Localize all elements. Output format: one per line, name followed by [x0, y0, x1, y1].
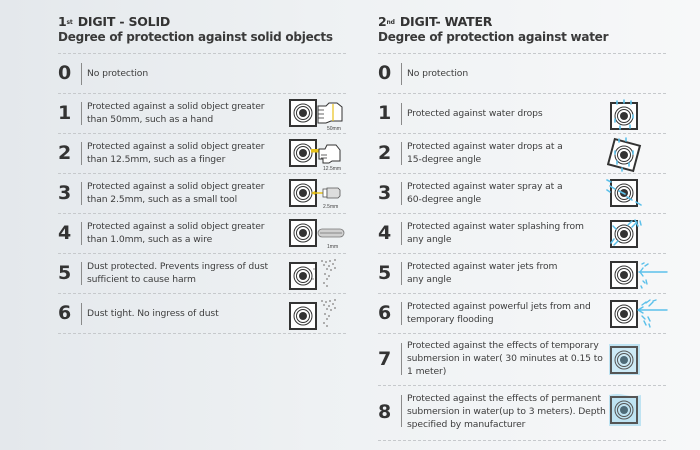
water-subtitle: Degree of protection against water — [378, 30, 609, 44]
description-line: Protected against a solid object greater — [87, 101, 265, 112]
description-line: Protected against water spray at a — [407, 181, 563, 192]
water-row-0 — [378, 53, 666, 93]
digit: 4 — [58, 222, 72, 244]
wire-icon — [289, 219, 347, 251]
water-title — [378, 14, 666, 29]
digit: 0 — [378, 62, 392, 84]
digit: 2 — [58, 142, 72, 164]
digit: 3 — [378, 182, 392, 204]
description-line: Protected against water splashing from — [407, 221, 584, 232]
description-line: Protected against a solid object greater — [87, 181, 265, 192]
water-row-7 — [378, 333, 666, 385]
solid-row-2 — [58, 133, 346, 173]
separator — [81, 63, 82, 85]
separator — [401, 103, 402, 125]
description — [407, 300, 591, 326]
solid-title — [58, 14, 346, 29]
solid-row-3 — [58, 173, 346, 213]
water-row-8 — [378, 385, 666, 440]
svg-text:12.5mm: 12.5mm — [323, 166, 342, 171]
description-line: 15-degree angle — [407, 154, 482, 165]
description-line: submersion in water(up to 3 meters). Depth — [407, 406, 606, 417]
dust-tight-icon — [289, 299, 347, 331]
water-row-6 — [378, 293, 666, 333]
description — [407, 220, 584, 246]
digit: 6 — [378, 302, 392, 324]
digit: 0 — [58, 62, 72, 84]
water-drops-tilted-icon — [607, 137, 643, 173]
description-line: Protected against powerful jets from and — [407, 301, 591, 312]
separator — [81, 222, 82, 245]
water-title-text: DIGIT- WATER — [395, 14, 493, 29]
digit: 8 — [378, 401, 392, 423]
separator — [401, 63, 402, 85]
separator — [81, 102, 82, 125]
description-line: than 50mm, such as a hand — [87, 114, 214, 125]
description-line: Dust protected. Prevents ingress of dust — [87, 261, 269, 272]
divider — [58, 333, 346, 334]
description-line: than 2.5mm, such as a small tool — [87, 194, 238, 205]
divider — [378, 440, 666, 441]
temporary-submersion-icon — [609, 344, 641, 376]
digit: 1 — [378, 102, 392, 124]
tool-icon — [289, 179, 347, 211]
description — [407, 392, 606, 431]
separator — [401, 222, 402, 245]
description — [407, 260, 557, 286]
separator — [81, 142, 82, 165]
water-jet-icon — [609, 259, 669, 291]
separator — [401, 182, 402, 205]
description-line: any angle — [407, 274, 452, 285]
solid-subtitle: Degree of protection against solid objects — [58, 30, 333, 44]
permanent-submersion-icon — [609, 394, 641, 426]
solid-row-4 — [58, 213, 346, 253]
svg-text:50mm: 50mm — [327, 126, 341, 131]
description-line: Protected against a solid object greater — [87, 221, 265, 232]
description — [87, 220, 264, 246]
water-title-digit: 2 — [378, 14, 387, 29]
digit: 6 — [58, 302, 72, 324]
description — [87, 260, 268, 286]
description-line: than 1.0mm, such as a wire — [87, 234, 213, 245]
water-row-1 — [378, 93, 666, 133]
water-row-5 — [378, 253, 666, 293]
powerful-jet-icon — [609, 297, 669, 331]
water-row-4 — [378, 213, 666, 253]
separator — [401, 395, 402, 427]
description — [87, 100, 264, 126]
description-line: submersion in water( 30 minutes at 0.15 to — [407, 353, 603, 364]
description-line: Protected against water jets from — [407, 261, 558, 272]
dust-protected-icon — [289, 259, 347, 291]
description-line: specified by manufacturer — [407, 419, 526, 430]
solid-row-0 — [58, 53, 346, 93]
separator — [401, 343, 402, 375]
water-header — [378, 14, 666, 45]
water-title-sup: nd — [386, 19, 395, 26]
description-line: than 12.5mm, such as a finger — [87, 154, 226, 165]
description-line: Protected against the effects of temporary — [407, 340, 599, 351]
water-row-2 — [378, 133, 666, 173]
hand-icon — [289, 99, 347, 131]
solid-title-sup: st — [66, 19, 73, 26]
solid-row-5 — [58, 253, 346, 293]
digit: 5 — [58, 262, 72, 284]
digit: 7 — [378, 348, 392, 370]
description: Protected against water drops — [407, 108, 543, 119]
svg-text:2.5mm: 2.5mm — [323, 204, 339, 210]
description-line: 60-degree angle — [407, 194, 482, 205]
separator — [81, 182, 82, 205]
water-splash-icon — [608, 217, 644, 251]
description — [87, 140, 264, 166]
water-row-3 — [378, 173, 666, 213]
description-line: 1 meter) — [407, 366, 447, 377]
svg-text:1mm: 1mm — [327, 244, 339, 250]
solid-header — [58, 14, 346, 45]
solid-title-digit: 1 — [58, 14, 67, 29]
digit: 1 — [58, 102, 72, 124]
digit: 4 — [378, 222, 392, 244]
description: No protection — [87, 68, 149, 79]
description — [407, 140, 563, 166]
water-drops-icon — [609, 99, 641, 131]
description: No protection — [407, 68, 469, 79]
digit: 2 — [378, 142, 392, 164]
digit: 3 — [58, 182, 72, 204]
description: Dust tight. No ingress of dust — [87, 308, 219, 319]
separator — [401, 302, 402, 325]
digit: 5 — [378, 262, 392, 284]
description-line: temporary flooding — [407, 314, 494, 325]
finger-icon — [289, 139, 347, 171]
solid-row-6 — [58, 293, 346, 333]
description-line: Protected against a solid object greater — [87, 141, 265, 152]
description-line: any angle — [407, 234, 452, 245]
description — [407, 180, 563, 206]
solid-row-1 — [58, 93, 346, 133]
description-line: Protected against water drops at a — [407, 141, 563, 152]
solid-title-text: DIGIT - SOLID — [73, 14, 171, 29]
description — [407, 339, 603, 378]
separator — [401, 262, 402, 285]
water-spray-icon — [606, 177, 646, 211]
description — [87, 180, 264, 206]
separator — [401, 142, 402, 165]
separator — [81, 262, 82, 285]
description-line: Protected against the effects of permanent — [407, 393, 601, 404]
description-line: sufficient to cause harm — [87, 274, 196, 285]
separator — [81, 303, 82, 325]
